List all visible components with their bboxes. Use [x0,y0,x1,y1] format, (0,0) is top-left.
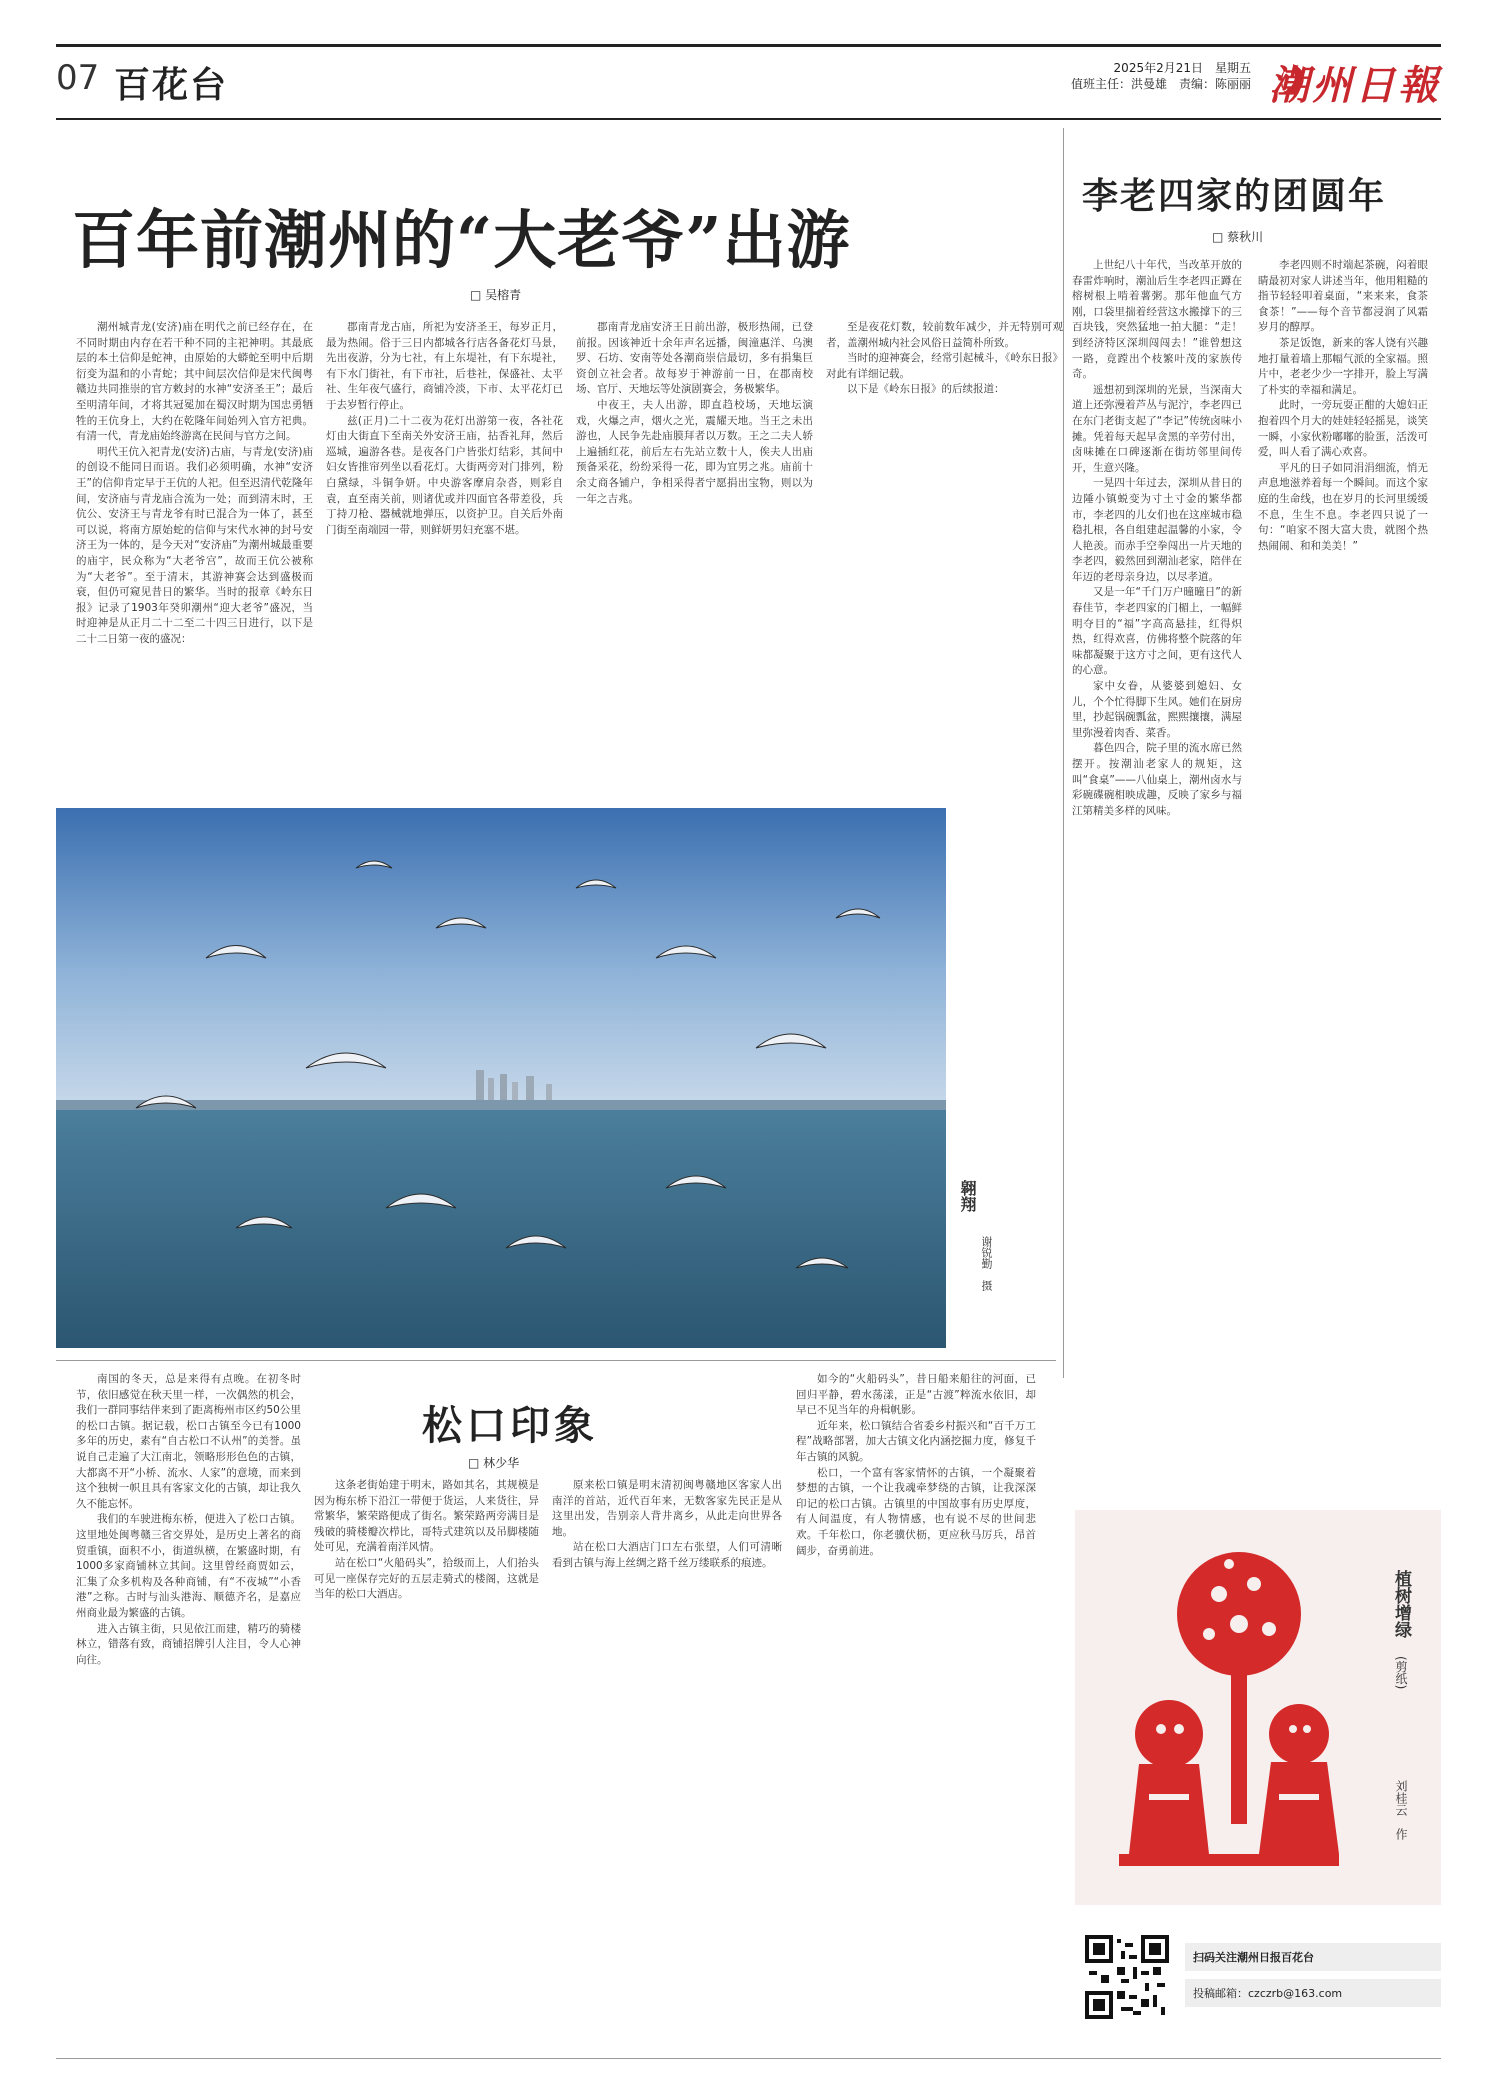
photo-title: 翱翔 [958,1180,977,1212]
paragraph: 我们的车驶进梅东桥，便进入了松口古镇。这里地处闽粤赣三省交界处，是历史上著名的商贸重镇，面积不小，街道纵横，在繁盛时期，有1000多家商铺林立其间。这里曾经商贾如云，汇集了众多机构及各种商铺，有“不夜城”“小香港”之称。古时与汕头港海、顺德齐名，是嘉应州商业最为繁盛的古镇。 [76,1513,301,1619]
paragraph: 又是一年“千门万户曈曈日”的新春佳节，李老四家的门楣上，一幅鲜明夺目的“福”字高高悬挂，红得炽热，红得欢喜，仿佛将整个院落的年味都凝聚于这方寸之间，更有这代人的心意。 [1072,586,1242,677]
article-byline: □ 蔡秋川 [1212,230,1264,244]
paragraph: 家中女眷，从婆婆到媳妇、女儿，个个忙得脚下生风。她们在厨房里，抄起锅碗瓢盆，熙熙攘攘，满屋里弥漫着肉香、菜香。 [1072,680,1242,739]
paragraph: 近年来，松口镇结合省委乡村振兴和“百千万工程”战略部署，加大古镇文化内涵挖掘力度，修复千年古镇的风貌。 [796,1419,1036,1463]
page-number: 07 [56,58,100,98]
column-divider [1063,128,1064,1378]
paragraph: 上世纪八十年代，当改革开放的春雷炸响时，潮汕后生李老四正蹲在榕树根上啃着薯粥。那年他血气方刚，口袋里揣着经营这水搬撑下的三百块钱，突然猛地一拍大腿：“走！到经济特区深圳闯闯去！”谁曾想这一路，竟蹚出个枝繁叶茂的家族传奇。 [1072,259,1242,381]
article-title: 百年前潮州的“大老爷”出游 [72,203,851,277]
top-rule [56,44,1441,47]
papercut-caption [1375,1570,1435,1890]
bottom-rule [56,2058,1441,2059]
section-divider [56,1360,1056,1361]
article-body-col1 [76,1372,301,2052]
section-title: 百花台 [114,65,229,106]
paragraph: 遥想初到深圳的光景，当深南大道上还弥漫着芦丛与泥泞，李老四已在东门老街支起了“李记”传统卤味小摊。凭着每天起早贪黑的辛劳付出，卤味摊在口碑逐渐在街坊邻里间传开，生意兴隆。 [1072,383,1242,474]
qr-title: 扫码关注潮州日报百花台 [1193,1951,1314,1964]
article-songkou [56,1370,1056,2060]
paragraph: 李老四则不时端起茶碗，闷着眼睛最初对家人讲述当年，他用粗糙的指节轻轻叩着桌面，“来来来，食茶食茶！”——每个音节都浸润了风霜岁月的醇厚。 [1258,259,1428,334]
paragraph: 南国的冬天，总是来得有点晚。在初冬时节，依旧感觉在秋天里一样，一次偶然的机会，我们一群同事结伴来到了距离梅州市区约50公里的松口古镇。据记载，松口古镇至今已有1000多年的历史，素有“自古松口不认州”的美誉。虽说自己走遍了大江南北，领略形形色色的古镇，大都离不开“小桥、流水、人家”的意境，而来到这个独树一帜且具有客家文化的古镇，却让我久久不能忘怀。 [76,1373,301,1510]
paragraph: 此时，一旁玩耍正酣的大媳妇正抱着四个月大的娃娃轻轻摇晃，谈笑一瞬，小家伙粉嘟嘟的脸蛋，活泼可爱，叫人看了满心欢喜。 [1258,399,1428,459]
article-body-col2 [326,320,563,860]
article-byline: □ 吴榕青 [470,288,522,302]
paragraph: 一晃四十年过去，深圳从昔日的边陲小镇蜕变为寸土寸金的繁华都市，李老四的儿女们也在这座城市稳稳扎根，各自组建起温馨的小家，令人艳羡。而赤手空拳闯出一片天地的李老四，毅然回到潮汕老家，陪伴在年迈的老母亲身边，以尽孝道。 [1072,477,1242,583]
paragraph: 以下是《岭东日报》的后续报道： [847,383,1005,396]
article-byline: □ 林少华 [468,1456,520,1470]
paragraph: 明代王伉入祀青龙(安济)古庙，与青龙(安济)庙的创设不能同日而语。我们必须明确，水神“安济王”的信仰肯定早于王伉的人祀。但至迟清代乾隆年间，安济庙与青龙庙合流为一处；而到清末时，王伉公、安济王与青龙爷有时已混合为一体了，甚至可以说，将南方原始蛇的信仰与宋代水神的封号安济王为一体的，是今天对“安济庙”为潮州城最重要的庙宇，民众称为“大老爷宫”，故而王伉公被称为“大老爷”。至于清末，其游神赛会达到盛极而衰，但仍可窥见昔日的繁华。当时的报章《岭东日报》记录了1903年癸卯潮州“迎大老爷”盛况，当时迎神是从正月二十二至二十四三日进行，以下是二十二日第一夜的盛况： [76,445,313,645]
editor-credits: 值班主任：洪曼雄 责编：陈丽丽 [1070,77,1251,91]
paragraph: 郡南青龙古庙，所祀为安济圣王，每岁正月，最为热闹。俗于三日内都城各行店各备花灯马景，先出夜游，分为七社，有上东堤社，有下东堤社，有下水门街社，有下市社，后巷社，保盛社、太平社、生年夜气盛行，商铺冷淡，下市、太平花灯已于去岁暂行停止。 [326,321,563,411]
papercut-title: 植树增绿 [1391,1570,1411,1638]
paragraph: 茶足饭饱，新来的客人饶有兴趣地打量着墙上那幅气派的全家福。照片中，老老少少一字排开，脸上写满了朴实的幸福和满足。 [1258,336,1428,396]
papercut-image [1089,1524,1359,1884]
papercut-subtitle: (剪纸) [1394,1656,1408,1690]
photo-caption [956,1180,1006,1350]
header-rule [56,118,1441,120]
paragraph: 潮州城青龙(安济)庙在明代之前已经存在，在不同时期由内存在若干种不同的主祀神明。其最底层的本土信仰是蛇神，由原始的大蟒蛇至明中后期衍变为温和的小青蛇；其中间层次信仰是宋代闽粤赣边共同推崇的官方敕封的水神“安济圣王”；最后至明清年间，才将其冠冕加在蜀汉时期为国忠勇牺牲的王伉身上，大约在乾隆年间始列入官方祀典。有清一代，青龙庙始终游离在民间与官方之间。 [76,321,313,443]
paragraph: 兹(正月)二十二夜为花灯出游第一夜，各社花灯由大街直下至南关外安济王庙，拈香礼拜，然后巡城，遍游各巷。是夜各门户皆张灯结彩，其间中妇女皆推帘列坐以看花灯。大街两旁对门排列，粉白黛绿，斗铜争妍。中央游客摩肩杂沓，则彩自袁，直至南关前，则诸优或并四面官各带差役，兵丁持刀枪、器械就地弹压，以资护卫。自关后外南门街至南端园一带，则鲜妍男妇充塞不堪。 [326,414,563,536]
paragraph: 原来松口镇是明末清初闽粤赣地区客家人出南洋的首站，近代百年来，无数客家先民正是从这里出发，告别亲人背井离乡，从此走向世界各地。 [552,1479,782,1538]
article-body-col1 [1072,258,1242,1483]
page-header [56,58,1441,118]
paragraph: 站在松口大酒店门口左右张望，人们可清晰看到古镇与海上丝绸之路千丝万缕联系的痕迹。 [552,1541,782,1569]
paragraph: 当时的迎神赛会，经常引起械斗，《岭东日报》对此有详细记载。 [826,352,1063,380]
article-title: 李老四家的团圆年 [1082,175,1387,217]
paragraph: 进入古镇主街，只见依江而建，精巧的骑楼林立，错落有致，商铺招牌引人注目，令人心神向往。 [76,1622,301,1666]
article-body-col1 [76,320,313,860]
paragraph: 暮色四合，院子里的流水席已然摆开。按潮汕老家人的规矩，这叫“食桌”——八仙桌上，潮州卤水与彩碗碟碗相映成趣，反映了家乡与福江第精美多样的风味。 [1072,742,1242,817]
issue-date: 2025年2月21日 星期五 [1113,61,1251,75]
paragraph: 中夜王，夫人出游，即直趋校场，天地坛演戏，火爆之声，烟火之光，震耀天地。当王之未出游也，人民争先赴庙膜拜者以万数。王之二夫人轿上遍插红花，前后左右先站立数十人，俟夫人出庙预备采花，纷纷采得一花，即为宜男之兆。庙前十余丈商各铺户，争相采得者宁愿捐出宝物，则以为一年之吉兆。 [576,398,813,505]
paragraph: 站在松口“火船码头”，拾级而上，人们抬头可见一座保存完好的五层走骑式的楼阁，这就是当年的松口大酒店。 [314,1556,539,1601]
qr-title-bar [1185,1943,1441,1971]
paragraph: 这条老街始建于明末，路如其名，其规模是因为梅东桥下沿江一带便于货运，人来货往，异常繁华，繁荣路便成了街名。繁荣路两旁满目是残破的骑楼瓣次栉比，哥特式建筑以及吊脚楼随处可见，充满着南洋风情。 [314,1479,539,1554]
article-body-col3 [552,1478,782,2053]
paragraph: 如今的“火船码头”，昔日船来船往的河面，已回归平静，碧水荡漾，正是“古渡”粹流水依旧，却早已不见当年的舟楫帆影。 [796,1373,1036,1417]
qr-code-icon[interactable] [1085,1935,1169,2019]
article-body-col2 [314,1478,539,2053]
paragraph: 松口，一个富有客家情怀的古镇，一个凝聚着梦想的古镇，一个让我魂牵梦绕的古镇，让我深深印记的松口古镇。古镇里的中国故事有历史厚度，有人间温度，有人物情感，也有说不尽的世间悲欢。千年松口，你老骥伏枥，更应秋马厉兵，昂首阔步，奋勇前进。 [796,1466,1036,1557]
submission-email[interactable]: 投稿邮箱：czczrb@163.com [1193,1987,1343,2000]
qr-block [1085,1935,1441,2025]
article-body-col3 [576,320,813,860]
seagull-photo [56,808,946,1348]
article-li-family [1072,128,1442,1488]
papercut-author: 刘桂云 作 [1394,1780,1408,1840]
article-body-col4 [796,1372,1036,2052]
email-bar [1185,1979,1441,2007]
papercut-panel [1075,1510,1441,1905]
article-daoyeye [56,128,1063,828]
article-title: 松口印象 [422,1402,598,1449]
paragraph: 至是夜花灯数，较前数年减少，并无特别可观者，盖潮州城内社会风俗日益简朴所致。 [826,321,1063,349]
article-body-col2 [1258,258,1428,1483]
newspaper-logo: 潮州日報 [1269,62,1441,109]
paragraph: 郡南青龙庙安济王日前出游，极形热闹，已登前报。因该神近十余年声名远播，闽潼惠洋、乌澳罗、石坊、安南等处各潮商崇信最切，多有捐集巨资创立社会者。故每岁于神游前一日，在郡南校场、官厅、天地坛等处演剧赛会，务极繁华。 [576,321,813,396]
article-body-col4 [826,320,1063,860]
photo-credit: 谢锐勤 摄 [980,1236,993,1291]
paragraph: 平凡的日子如同涓涓细流，悄无声息地滋养着每一个瞬间。而这个家庭的生命线，也在岁月的长河里缓缓不息，生生不息。李老四只说了一句：“咱家不图大富大贵，就图个热热闹闹、和和美美！” [1258,461,1428,552]
